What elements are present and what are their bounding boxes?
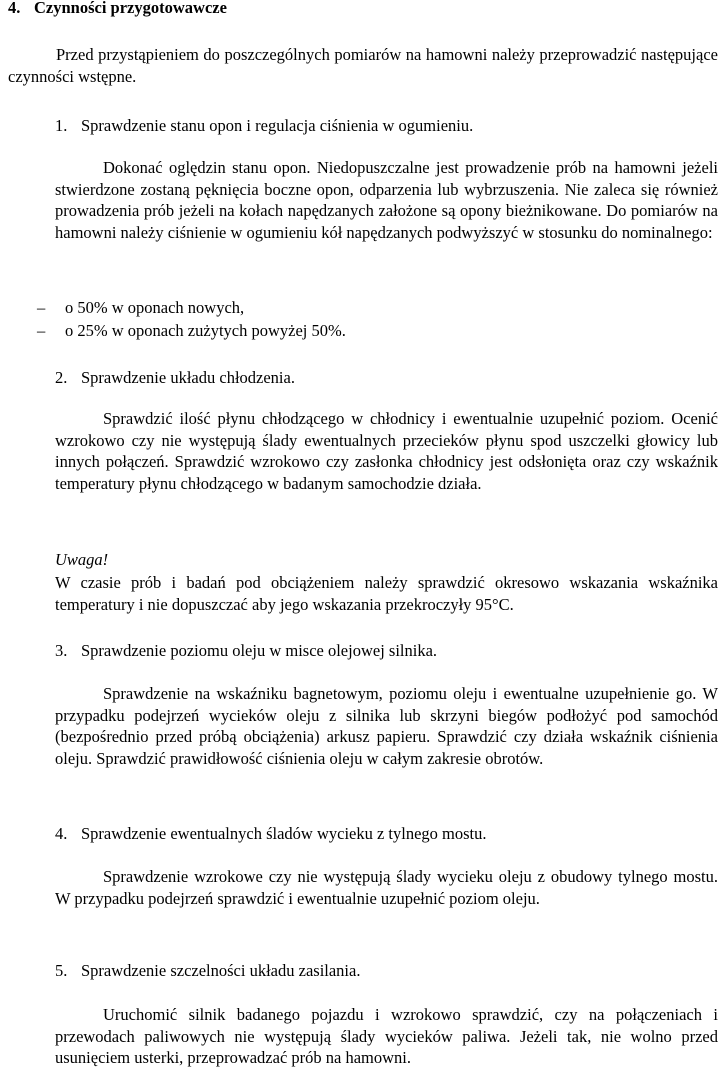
item4-number: 4. [55, 824, 68, 843]
bullet-dash: – [37, 321, 46, 340]
intro-paragraph: Przed przystąpieniem do poszczególnych pomiarów na hamowni należy przeprowadzić następujące czynności wstępne. [8, 45, 718, 86]
item2-note-label: Uwaga! [55, 550, 109, 569]
section-title: Czynności przygotowawcze [34, 0, 227, 17]
item3-heading-text: Sprawdzenie poziomu oleju w misce olejowej silnika. [81, 641, 438, 660]
item1-heading [55, 115, 718, 137]
item4-body: Sprawdzenie wzrokowe czy nie występują ślady wycieku oleju z obudowy tylnego mostu. W przypadku podejrzeń sprawdzić i ewentualnie uzupełnić poziom oleju. [55, 867, 718, 908]
section-heading [8, 0, 227, 19]
item3-heading [55, 640, 718, 662]
item5-heading [55, 960, 718, 982]
bullet-text: o 50% w oponach nowych, [65, 298, 245, 317]
bullet-dash: – [37, 298, 46, 317]
item1-bullet-2 [37, 320, 697, 342]
section-number: 4. [8, 0, 21, 17]
item1-number: 1. [55, 116, 68, 135]
item5-body: Uruchomić silnik badanego pojazdu i wzrokowo sprawdzić, czy na połączeniach i przewodach paliwowych nie występują ślady wycieków paliwa. Jeżeli tak, nie wolno przed usunięciem usterki, przeprowadzać prób na hamowni. [55, 1005, 718, 1067]
item1-bullet-1 [37, 297, 697, 319]
item2-number: 2. [55, 368, 68, 387]
item5-number: 5. [55, 961, 68, 980]
item3-body: Sprawdzenie na wskaźniku bagnetowym, poziomu oleju i ewentualne uzupełnienie go. W przypadku podejrzeń wycieków oleju z silnika lub skrzyni biegów podłożyć pod samochód (bezpośrednio przed próbą obciążenia) arkusz papieru. Sprawdzić czy działa wskaźnik ciśnienia oleju. Sprawdzić prawidłowość ciśnienia oleju w całym zakresie obrotów. [55, 684, 718, 768]
item4-heading [55, 823, 718, 845]
item5-heading-text: Sprawdzenie szczelności układu zasilania. [81, 961, 361, 980]
item3-number: 3. [55, 641, 68, 660]
item2-heading [55, 367, 718, 389]
item4-heading-text: Sprawdzenie ewentualnych śladów wycieku z tylnego mostu. [81, 824, 487, 843]
item1-body: Dokonać oględzin stanu opon. Niedopuszczalne jest prowadzenie prób na hamowni jeżeli stwierdzone zostaną pęknięcia boczne opon, odparzenia lub wybrzuszenia. Nie zaleca się również prowadzenia prób jeżeli na kołach napędzanych założone są opony bieżnikowane. Do pomiarów na hamowni należy ciśnienie w ogumieniu kół napędzanych podwyższyć w stosunku do nominalnego: [55, 158, 718, 242]
item2-body: Sprawdzić ilość płynu chłodzącego w chłodnicy i ewentualnie uzupełnić poziom. Ocenić wzrokowo czy nie występują ślady ewentualnych przecieków płynu spod uszczelki głowicy lub innych połączeń. Sprawdzić wzrokowo czy zasłonka chłodnicy jest odsłonięta oraz czy wskaźnik temperatury płynu chłodzącego w badanym samochodzie działa. [55, 409, 718, 493]
item2-note-text: W czasie prób i badań pod obciążeniem należy sprawdzić okresowo wskazania wskaźnika temperatury i nie dopuszczać aby jego wskazania przekroczyły 95°C. [55, 573, 718, 614]
item1-heading-text: Sprawdzenie stanu opon i regulacja ciśnienia w ogumieniu. [81, 116, 474, 135]
bullet-text: o 25% w oponach zużytych powyżej 50%. [65, 321, 346, 340]
item2-heading-text: Sprawdzenie układu chłodzenia. [81, 368, 295, 387]
